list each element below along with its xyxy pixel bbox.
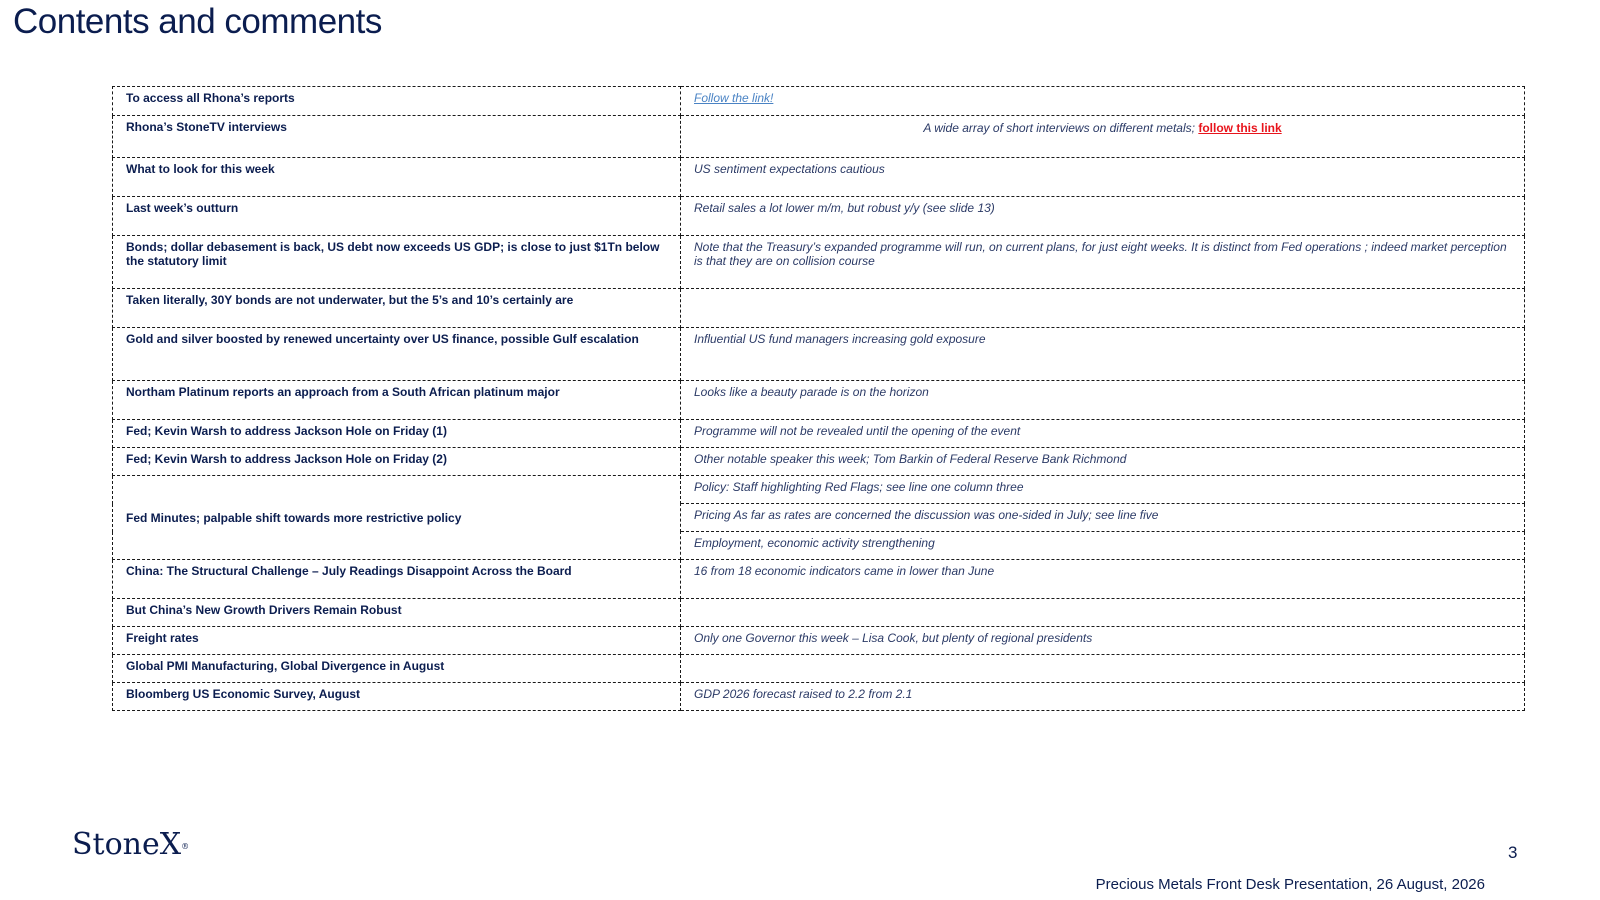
row-topic: Global PMI Manufacturing, Global Divergence in August	[113, 655, 681, 683]
row-topic: Freight rates	[113, 627, 681, 655]
row-topic: Fed; Kevin Warsh to address Jackson Hole on Friday (2)	[113, 448, 681, 476]
row-topic: Gold and silver boosted by renewed uncertainty over US finance, possible Gulf escalation	[113, 328, 681, 381]
page-number: 3	[1508, 843, 1518, 862]
row-topic: Fed; Kevin Warsh to address Jackson Hole on Friday (1)	[113, 420, 681, 448]
row-comment: Only one Governor this week – Lisa Cook, but plenty of regional presidents	[681, 627, 1525, 655]
table-row	[113, 683, 1525, 711]
footer-text: Precious Metals Front Desk Presentation, 26 August, 2026	[1095, 876, 1485, 893]
row-topic: Northam Platinum reports an approach from a South African platinum major	[113, 381, 681, 420]
table-row	[113, 627, 1525, 655]
row-comment	[681, 599, 1525, 627]
row-comment: Looks like a beauty parade is on the horizon	[681, 381, 1525, 420]
table-row	[113, 381, 1525, 420]
row-comment	[681, 116, 1525, 158]
row-comment: Influential US fund managers increasing gold exposure	[681, 328, 1525, 381]
table-row	[113, 158, 1525, 197]
table-row	[113, 236, 1525, 289]
row-topic: Rhona’s StoneTV interviews	[113, 116, 681, 158]
stonetv-link[interactable]: follow this link	[1198, 121, 1282, 135]
registered-mark: ®	[181, 842, 190, 851]
row-topic: Fed Minutes; palpable shift towards more restrictive policy	[113, 476, 681, 560]
table-row	[113, 655, 1525, 683]
row-comment-text: A wide array of short interviews on different metals;	[923, 121, 1199, 135]
row-topic: But China’s New Growth Drivers Remain Robust	[113, 599, 681, 627]
row-topic: Last week’s outturn	[113, 197, 681, 236]
row-comment: GDP 2026 forecast raised to 2.2 from 2.1	[681, 683, 1525, 711]
follow-link[interactable]: Follow the link!	[681, 87, 1525, 116]
table-row	[113, 448, 1525, 476]
row-comment: US sentiment expectations cautious	[681, 158, 1525, 197]
row-comment	[681, 289, 1525, 328]
row-comment: 16 from 18 economic indicators came in lower than June	[681, 560, 1525, 599]
row-topic: What to look for this week	[113, 158, 681, 197]
contents-table	[112, 86, 1525, 711]
page-title: Contents and comments	[13, 2, 382, 41]
table-row	[113, 560, 1525, 599]
row-topic: Bloomberg US Economic Survey, August	[113, 683, 681, 711]
stonex-logo	[72, 827, 190, 862]
table-row	[113, 476, 1525, 504]
row-comment: Policy: Staff highlighting Red Flags; see line one column three	[681, 476, 1525, 504]
table-row	[113, 197, 1525, 236]
logo-text: StoneX	[72, 827, 182, 862]
row-comment	[681, 655, 1525, 683]
row-topic: Bonds; dollar debasement is back, US debt now exceeds US GDP; is close to just $1Tn below the statutory limit	[113, 236, 681, 289]
table-row	[113, 116, 1525, 158]
row-comment: Retail sales a lot lower m/m, but robust y/y (see slide 13)	[681, 197, 1525, 236]
row-comment: Programme will not be revealed until the opening of the event	[681, 420, 1525, 448]
row-comment: Employment, economic activity strengthening	[681, 532, 1525, 560]
row-comment: Note that the Treasury’s expanded programme will run, on current plans, for just eight weeks. It is distinct from Fed operations ; indeed market perception is that they are on collision course	[681, 236, 1525, 289]
table-row	[113, 87, 1525, 116]
row-comment: Pricing As far as rates are concerned the discussion was one-sided in July; see line five	[681, 504, 1525, 532]
row-topic: Taken literally, 30Y bonds are not underwater, but the 5’s and 10’s certainly are	[113, 289, 681, 328]
table-row	[113, 289, 1525, 328]
row-topic: China: The Structural Challenge – July Readings Disappoint Across the Board	[113, 560, 681, 599]
table-row	[113, 420, 1525, 448]
table-row	[113, 599, 1525, 627]
table-row	[113, 328, 1525, 381]
row-topic: To access all Rhona’s reports	[113, 87, 681, 116]
row-comment: Other notable speaker this week; Tom Barkin of Federal Reserve Bank Richmond	[681, 448, 1525, 476]
